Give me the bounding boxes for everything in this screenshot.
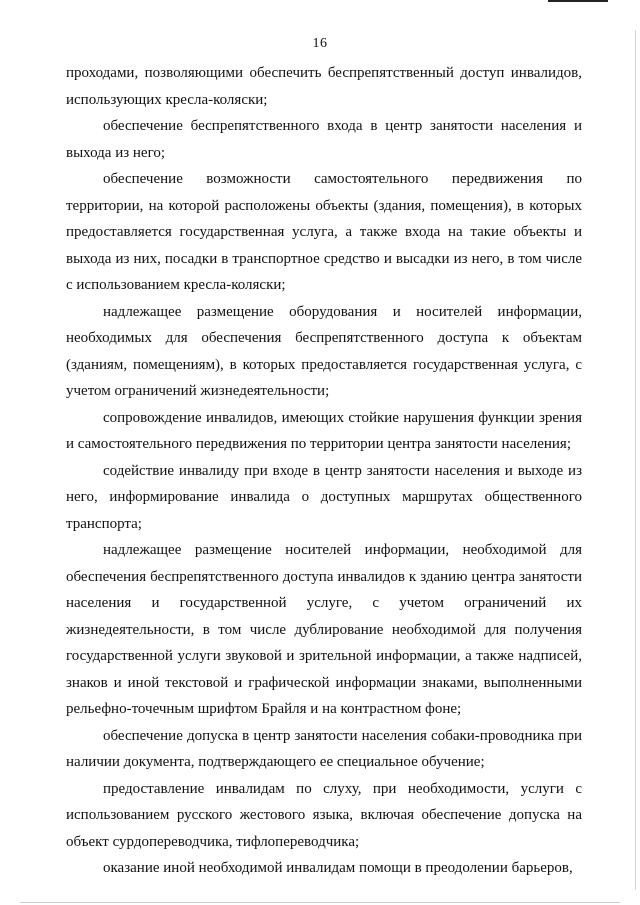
scan-artifact-right-edge	[635, 30, 636, 890]
paragraph-equipment-placement: надлежащее размещение оборудования и носителей информации, необходимых для обеспечения беспрепятственного доступа к объектам (зданиям, помещениям), в которых предоставляется государственная услуга, с учетом ограничений жизнедеятельности;	[66, 303, 582, 399]
paragraph-continuation: проходами, позволяющими обеспечить беспрепятственный доступ инвалидов, использующих кресла-коляски;	[66, 65, 582, 108]
paragraph-independent-movement: обеспечение возможности самостоятельного передвижения по территории, на которой расположены объекты (здания, помещения), в которых предоставляется государственная услуга, а также входа на такие объекты и выхода из них, посадки в транспортное средство и высадки из него, в том числе с использованием кресла-коляски;	[66, 171, 582, 293]
document-body	[66, 60, 582, 882]
paragraph-sign-language: предоставление инвалидам по слуху, при необходимости, услуги с использованием русского жестового языка, включая обеспечение допуска на объект сурдопереводчика, тифлопереводчика;	[66, 780, 582, 850]
paragraph-assistance-entry: содействие инвалиду при входе в центр занятости населения и выходе из него, информирование инвалида о доступных маршрутах общественного транспорта;	[66, 462, 582, 532]
page-number: 16	[312, 36, 328, 51]
scan-artifact-top-line	[548, 0, 608, 2]
scan-artifact-bottom-edge	[20, 902, 620, 903]
paragraph-guide-dog: обеспечение допуска в центр занятости населения собаки-проводника при наличии документа, подтверждающего ее специальное обучение;	[66, 727, 582, 770]
paragraph-information-carriers: надлежащее размещение носителей информации, необходимой для обеспечения беспрепятственного доступа инвалидов к зданию центра занятости населения и государственной услуге, с учетом ограничений их жизнедеятельности, в том числе дублирование необходимой для получения государственной услуги звуковой и зрительной информации, а также надписей, знаков и иной текстовой и графической информации знаками, выполненными рельефно-точечным шрифтом Брайля и на контрастном фоне;	[66, 542, 582, 717]
paragraph-other-assistance: оказание иной необходимой инвалидам помощи в преодолении барьеров,	[103, 860, 573, 876]
paragraph-escort: сопровождение инвалидов, имеющих стойкие нарушения функции зрения и самостоятельного передвижения по территории центра занятости населения;	[66, 409, 582, 452]
paragraph-entrance-exit: обеспечение беспрепятственного входа в центр занятости населения и выхода из него;	[66, 118, 582, 161]
